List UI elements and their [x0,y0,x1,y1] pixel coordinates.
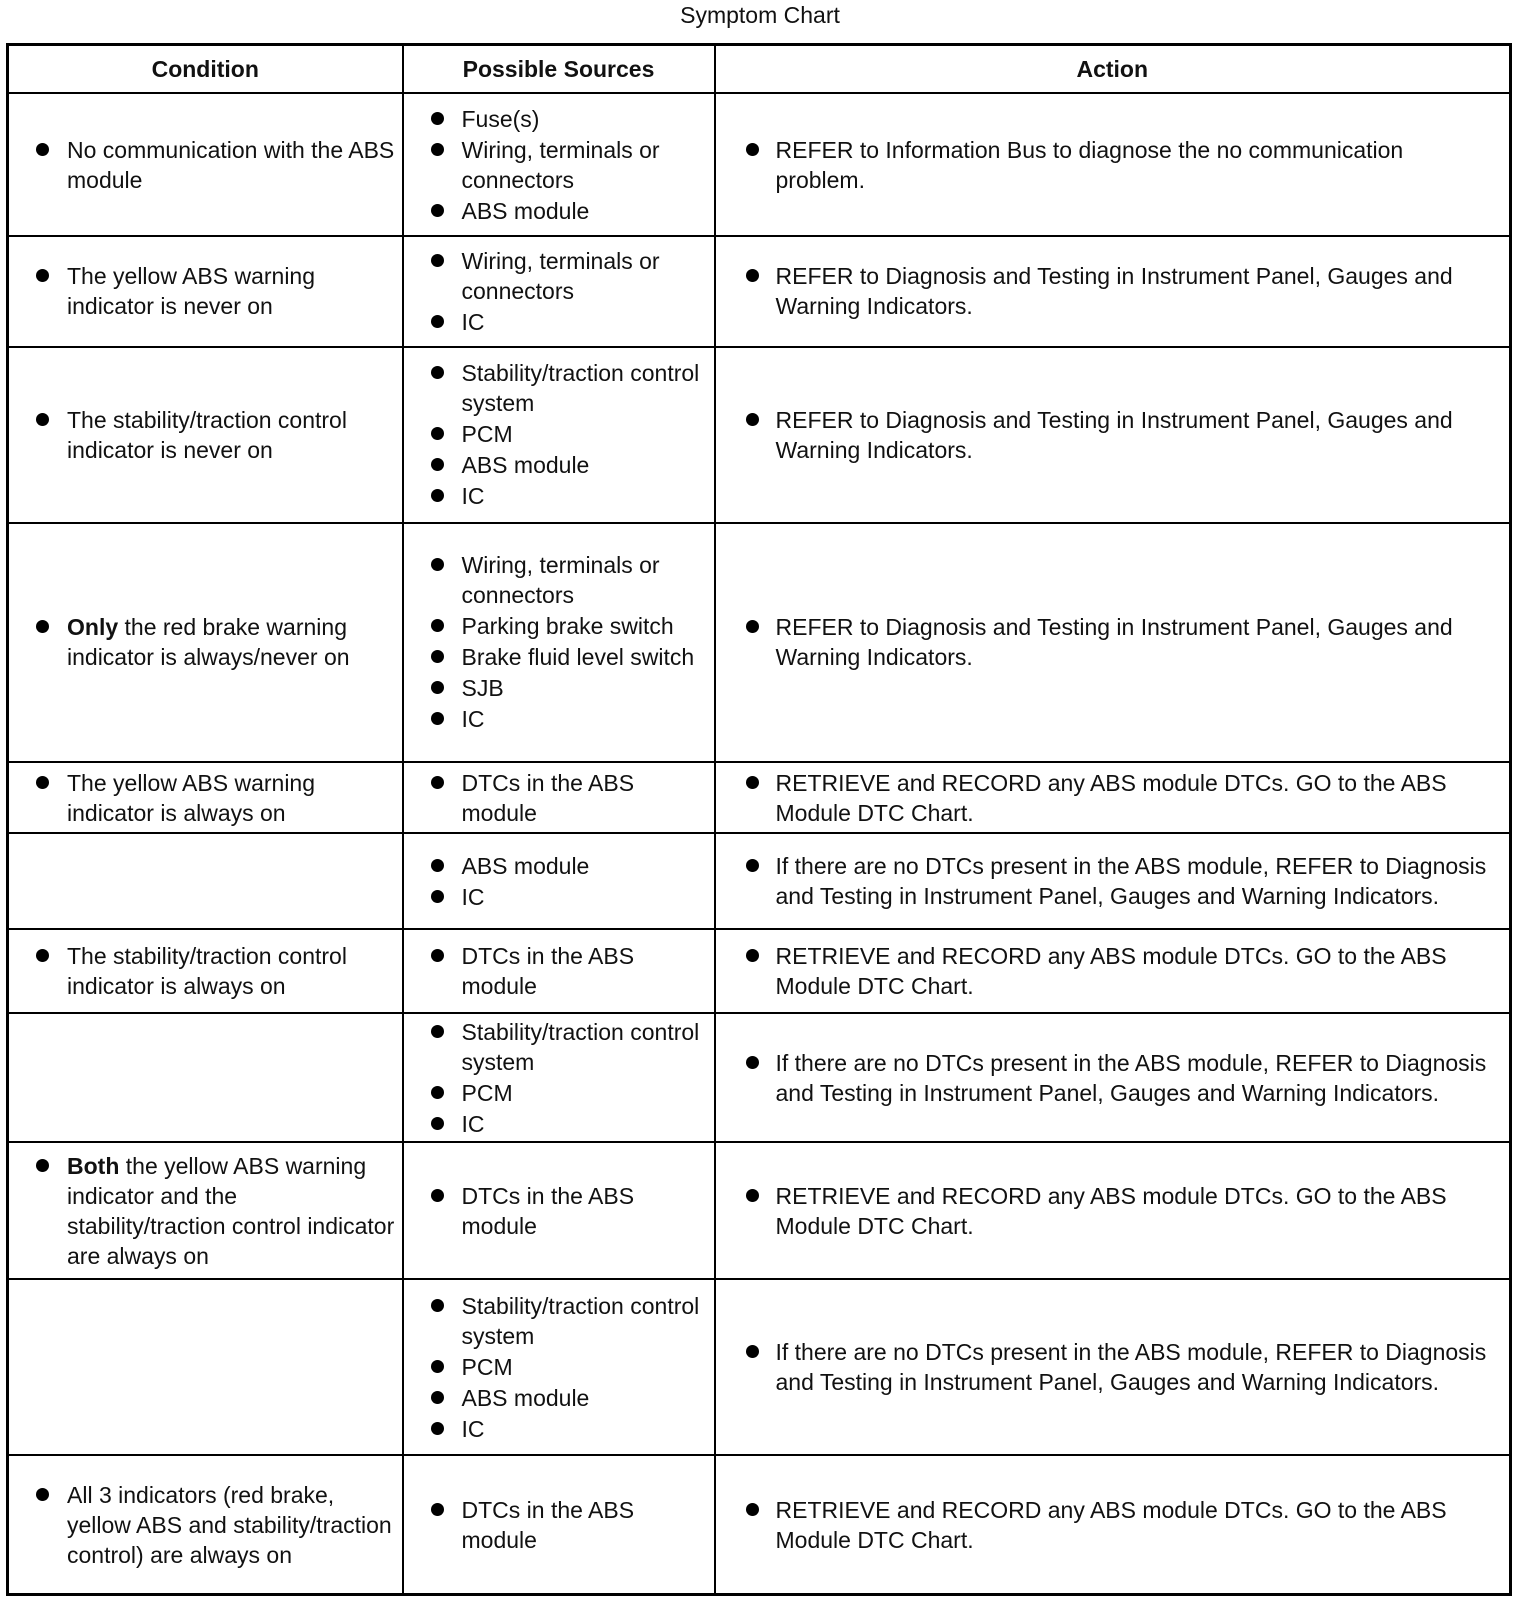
bullet-icon [431,681,444,694]
source-text: Parking brake switch [461,613,674,640]
action-text: RETRIEVE and RECORD any ABS module DTCs. GO to the ABS Module DTC Chart. [775,1182,1447,1239]
header-row [8,45,1511,94]
action-text: RETRIEVE and RECORD any ABS module DTCs. GO to the ABS Module DTC Chart. [775,769,1447,826]
bullet-icon [36,620,49,633]
condition-text: The yellow ABS warning indicator is never on [67,263,316,320]
action-cell [715,1455,1511,1594]
table-row [8,1455,1511,1594]
bullet-icon [431,1189,444,1202]
source-item [404,1495,714,1555]
chart-body [8,93,1511,1595]
possible-sources-header: Possible Sources [403,45,715,94]
bullet-icon [746,1056,759,1069]
table-row [8,523,1511,762]
bullet-icon [431,143,444,156]
possible-sources-cell [403,347,715,523]
bullet-icon [746,859,759,872]
source-text: Wiring, terminals or connectors [461,247,660,304]
source-text: ABS module [461,197,590,224]
possible-sources-cell [403,523,715,762]
source-text: Stability/traction control system [461,360,700,417]
source-text: PCM [461,1353,513,1380]
condition-text: All 3 indicators (red brake, yellow ABS and stability/traction control) are always on [67,1481,392,1568]
condition-text: The yellow ABS warning indicator is always on [67,769,316,826]
condition-emphasis: Both [67,1152,120,1179]
source-text: Stability/traction control system [461,1018,700,1075]
source-item [404,1109,714,1139]
action-cell [715,523,1511,762]
bullet-icon [431,1117,444,1130]
source-text: IC [461,1110,485,1137]
source-item [404,450,714,480]
source-item [404,941,714,1001]
source-text: Brake fluid level switch [461,644,695,671]
source-text: IC [461,706,485,733]
bullet-icon [431,1422,444,1435]
source-item [404,1181,714,1241]
bullet-icon [746,1189,759,1202]
source-item [404,704,714,734]
bullet-icon [36,269,49,282]
source-item [404,768,714,828]
source-text: Fuse(s) [461,105,540,132]
bullet-icon [431,204,444,217]
table-row [8,1013,1511,1142]
bullet-icon [431,650,444,663]
condition-cell [8,1013,403,1142]
action-item [716,261,1510,321]
action-text: RETRIEVE and RECORD any ABS module DTCs. GO to the ABS Module DTC Chart. [775,943,1447,1000]
source-item [404,642,714,672]
condition-text: No communication with the ABS module [67,136,395,193]
possible-sources-cell [403,93,715,236]
bullet-icon [431,1391,444,1404]
bullet-icon [746,269,759,282]
source-item [404,246,714,306]
condition-cell [8,1455,403,1594]
condition-emphasis: Only [67,614,119,641]
condition-item [9,1480,402,1570]
source-text: PCM [461,1079,513,1106]
bullet-icon [36,143,49,156]
action-item [716,941,1510,1001]
action-item [716,1181,1510,1241]
table-row [8,762,1511,834]
table-row [8,929,1511,1014]
source-item [404,1291,714,1351]
possible-sources-cell [403,1013,715,1142]
bullet-icon [431,859,444,872]
bullet-icon [431,558,444,571]
possible-sources-cell [403,1455,715,1594]
source-item [404,419,714,449]
bullet-icon [431,1025,444,1038]
bullet-icon [431,112,444,125]
bullet-icon [746,1345,759,1358]
action-item [716,405,1510,465]
action-text: If there are no DTCs present in the ABS module, REFER to Diagnosis and Testing in Instrument Panel, Gauges and Warning Indicators. [775,853,1487,910]
source-item [404,481,714,511]
source-item [404,307,714,337]
condition-cell [8,1142,403,1279]
action-cell [715,1142,1511,1279]
source-item [404,196,714,226]
source-text: IC [461,308,485,335]
bullet-icon [431,366,444,379]
bullet-icon [431,427,444,440]
action-item [716,1337,1510,1397]
action-cell [715,1279,1511,1455]
action-cell [715,1013,1511,1142]
action-item [716,851,1510,911]
possible-sources-cell [403,929,715,1014]
source-text: PCM [461,421,513,448]
condition-cell [8,236,403,346]
source-text: SJB [461,675,504,702]
action-item [716,768,1510,828]
action-item [716,1048,1510,1108]
action-text: If there are no DTCs present in the ABS module, REFER to Diagnosis and Testing in Instrument Panel, Gauges and Warning Indicators. [775,1339,1487,1396]
source-item [404,358,714,418]
source-text: Wiring, terminals or connectors [461,552,660,609]
condition-cell [8,1279,403,1455]
possible-sources-cell [403,833,715,928]
source-item [404,1383,714,1413]
bullet-icon [431,1503,444,1516]
source-text: Wiring, terminals or connectors [461,136,660,193]
condition-text: The stability/traction control indicator is always on [67,943,347,1000]
bullet-icon [746,620,759,633]
source-text: IC [461,1415,485,1442]
source-item [404,673,714,703]
source-item [404,135,714,195]
action-item [716,1495,1510,1555]
bullet-icon [746,1503,759,1516]
action-cell [715,93,1511,236]
bullet-icon [431,489,444,502]
condition-text: the yellow ABS warning indicator and the stability/traction control indicator are always on [67,1152,395,1269]
condition-header: Condition [8,45,403,94]
condition-item [9,612,402,672]
table-row [8,1279,1511,1455]
possible-sources-cell [403,1142,715,1279]
condition-cell [8,762,403,834]
action-text: REFER to Diagnosis and Testing in Instrument Panel, Gauges and Warning Indicators. [775,263,1453,320]
source-item [404,851,714,881]
condition-cell [8,833,403,928]
bullet-icon [36,413,49,426]
bullet-icon [431,619,444,632]
action-cell [715,347,1511,523]
possible-sources-cell [403,762,715,834]
source-item [404,550,714,610]
chart-title: Symptom Chart [680,2,840,28]
source-text: ABS module [461,452,590,479]
bullet-icon [36,776,49,789]
bullet-icon [431,458,444,471]
condition-cell [8,523,403,762]
action-cell [715,833,1511,928]
source-text: ABS module [461,852,590,879]
action-item [716,612,1510,672]
source-text: DTCs in the ABS module [461,1182,635,1239]
condition-text: the red brake warning indicator is always/never on [67,614,350,671]
table-row [8,1142,1511,1279]
bullet-icon [431,254,444,267]
possible-sources-cell [403,236,715,346]
source-text: IC [461,483,485,510]
possible-sources-cell [403,1279,715,1455]
bullet-icon [431,890,444,903]
table-row [8,236,1511,346]
condition-item [9,261,402,321]
source-text: DTCs in the ABS module [461,1496,635,1553]
action-cell [715,236,1511,346]
condition-item [9,135,402,195]
condition-item [9,768,402,828]
condition-item [9,1151,402,1271]
table-row [8,833,1511,928]
action-text: REFER to Information Bus to diagnose the no communication problem. [775,136,1404,193]
bullet-icon [36,949,49,962]
action-text: REFER to Diagnosis and Testing in Instrument Panel, Gauges and Warning Indicators. [775,406,1453,463]
condition-text: The stability/traction control indicator is never on [67,406,347,463]
source-item [404,611,714,641]
table-row [8,347,1511,523]
source-item [404,104,714,134]
table-row [8,93,1511,236]
bullet-icon [746,776,759,789]
bullet-icon [431,712,444,725]
action-header: Action [715,45,1511,94]
bullet-icon [36,1488,49,1501]
source-item [404,1414,714,1444]
source-item [404,1352,714,1382]
bullet-icon [36,1159,49,1172]
bullet-icon [431,1086,444,1099]
source-item [404,1078,714,1108]
condition-item [9,941,402,1001]
bullet-icon [431,1299,444,1312]
action-cell [715,762,1511,834]
condition-item [9,405,402,465]
bullet-icon [431,776,444,789]
action-text: If there are no DTCs present in the ABS module, REFER to Diagnosis and Testing in Instrument Panel, Gauges and Warning Indicators. [775,1049,1487,1106]
source-text: DTCs in the ABS module [461,769,635,826]
source-text: DTCs in the ABS module [461,943,635,1000]
bullet-icon [431,1360,444,1373]
condition-cell [8,929,403,1014]
condition-cell [8,347,403,523]
bullet-icon [431,315,444,328]
source-item [404,1017,714,1077]
bullet-icon [746,143,759,156]
bullet-icon [431,949,444,962]
source-item [404,882,714,912]
bullet-icon [746,413,759,426]
source-text: Stability/traction control system [461,1292,700,1349]
source-text: ABS module [461,1384,590,1411]
action-item [716,135,1510,195]
condition-cell [8,93,403,236]
source-text: IC [461,883,485,910]
bullet-icon [746,949,759,962]
action-text: RETRIEVE and RECORD any ABS module DTCs. GO to the ABS Module DTC Chart. [775,1496,1447,1553]
action-cell [715,929,1511,1014]
action-text: REFER to Diagnosis and Testing in Instrument Panel, Gauges and Warning Indicators. [775,614,1453,671]
symptom-chart-table [6,43,1512,1596]
